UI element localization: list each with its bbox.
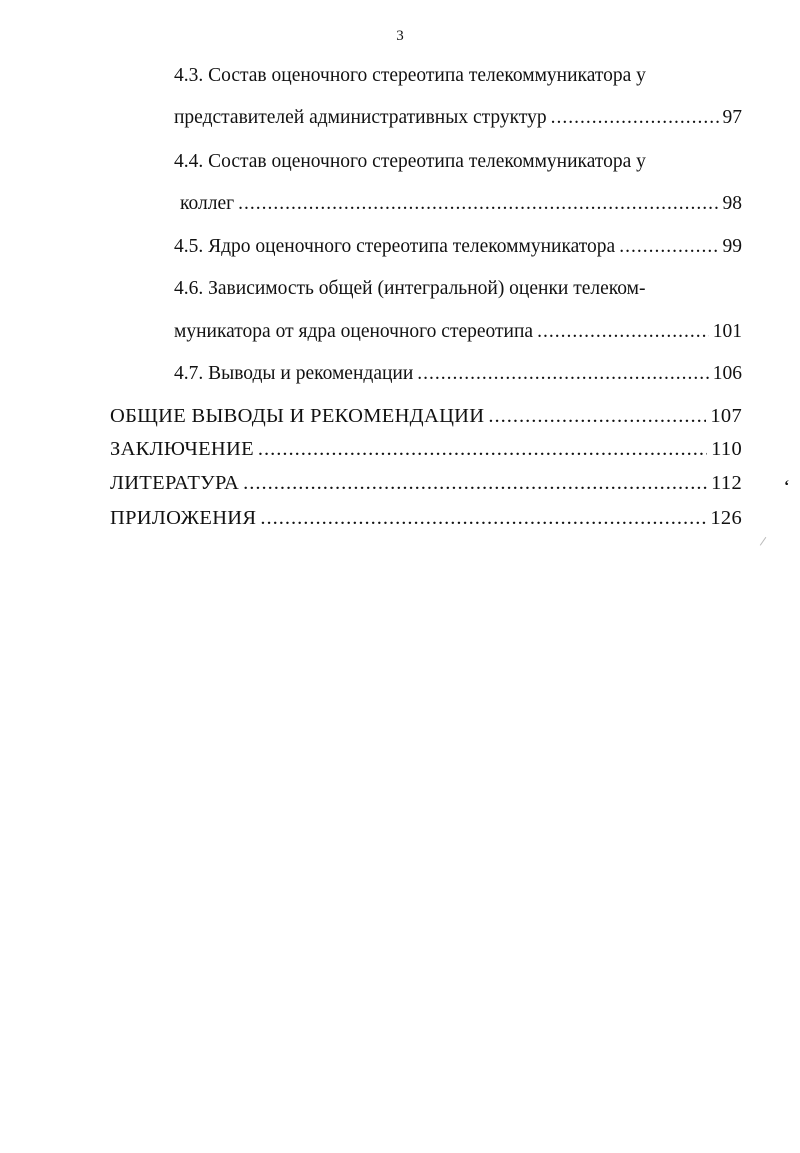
toc-entry-text: 4.6. Зависимость общей (интегральной) оценки телеком- xyxy=(174,278,646,299)
toc-entry-4-3-line1 xyxy=(174,64,742,88)
toc-entry-conclusion xyxy=(110,437,742,461)
toc-entry-page: 98 xyxy=(722,193,742,214)
toc-entry-4-4-line2 xyxy=(180,192,742,216)
toc-entry-text: коллег xyxy=(180,193,235,214)
toc-entry-page: 97 xyxy=(722,107,742,128)
toc-entry-page: 107 xyxy=(710,405,742,427)
dot-leader xyxy=(258,437,707,461)
toc-entry-4-4-line1 xyxy=(174,150,742,174)
dot-leader xyxy=(488,404,706,428)
toc-entry-page: 110 xyxy=(711,438,742,460)
toc-entry-page: 99 xyxy=(722,236,742,257)
toc-entry-page: 126 xyxy=(710,507,742,529)
toc-entry-text: ОБЩИЕ ВЫВОДЫ И РЕКОМЕНДАЦИИ xyxy=(110,405,485,427)
toc-entry-4-3-line2 xyxy=(174,106,742,130)
dot-leader xyxy=(243,471,707,495)
toc-entry-appendices xyxy=(110,506,742,530)
dot-leader xyxy=(417,362,708,386)
toc-entry-4-5 xyxy=(174,235,742,259)
toc-entry-text: 4.4. Состав оценочного стереотипа телекоммуникатора у xyxy=(174,151,646,172)
toc-entry-page: 106 xyxy=(712,363,742,384)
toc-entry-text: 4.5. Ядро оценочного стереотипа телекоммуникатора xyxy=(174,236,616,257)
dot-leader xyxy=(619,235,718,259)
toc-entry-text: представителей административных структур xyxy=(174,107,547,128)
toc-entry-page: 101 xyxy=(712,321,742,342)
toc-entry-text: ЗАКЛЮЧЕНИЕ xyxy=(110,438,254,460)
toc-entry-text: ПРИЛОЖЕНИЯ xyxy=(110,507,257,529)
dot-leader xyxy=(551,106,719,130)
toc-entry-4-7 xyxy=(174,362,742,386)
toc-entry-4-6-line2 xyxy=(174,320,742,344)
dot-leader xyxy=(537,320,709,344)
toc-entry-text: 4.7. Выводы и рекомендации xyxy=(174,363,414,384)
toc-entry-page: 112 xyxy=(711,472,742,494)
toc-entry-text: муникатора от ядра оценочного стереотипа xyxy=(174,321,534,342)
toc-entry-literature xyxy=(110,471,742,495)
scan-speck-mark: ʻ xyxy=(784,478,790,495)
dot-leader xyxy=(238,192,718,216)
toc-entry-4-6-line1 xyxy=(174,277,742,301)
page-number: 3 xyxy=(396,28,404,44)
dot-leader xyxy=(260,506,706,530)
toc-entry-text: 4.3. Состав оценочного стереотипа телекоммуникатора у xyxy=(174,65,646,86)
toc-entry-text: ЛИТЕРАТУРА xyxy=(110,472,240,494)
toc-entry-general-conclusions xyxy=(110,404,742,428)
